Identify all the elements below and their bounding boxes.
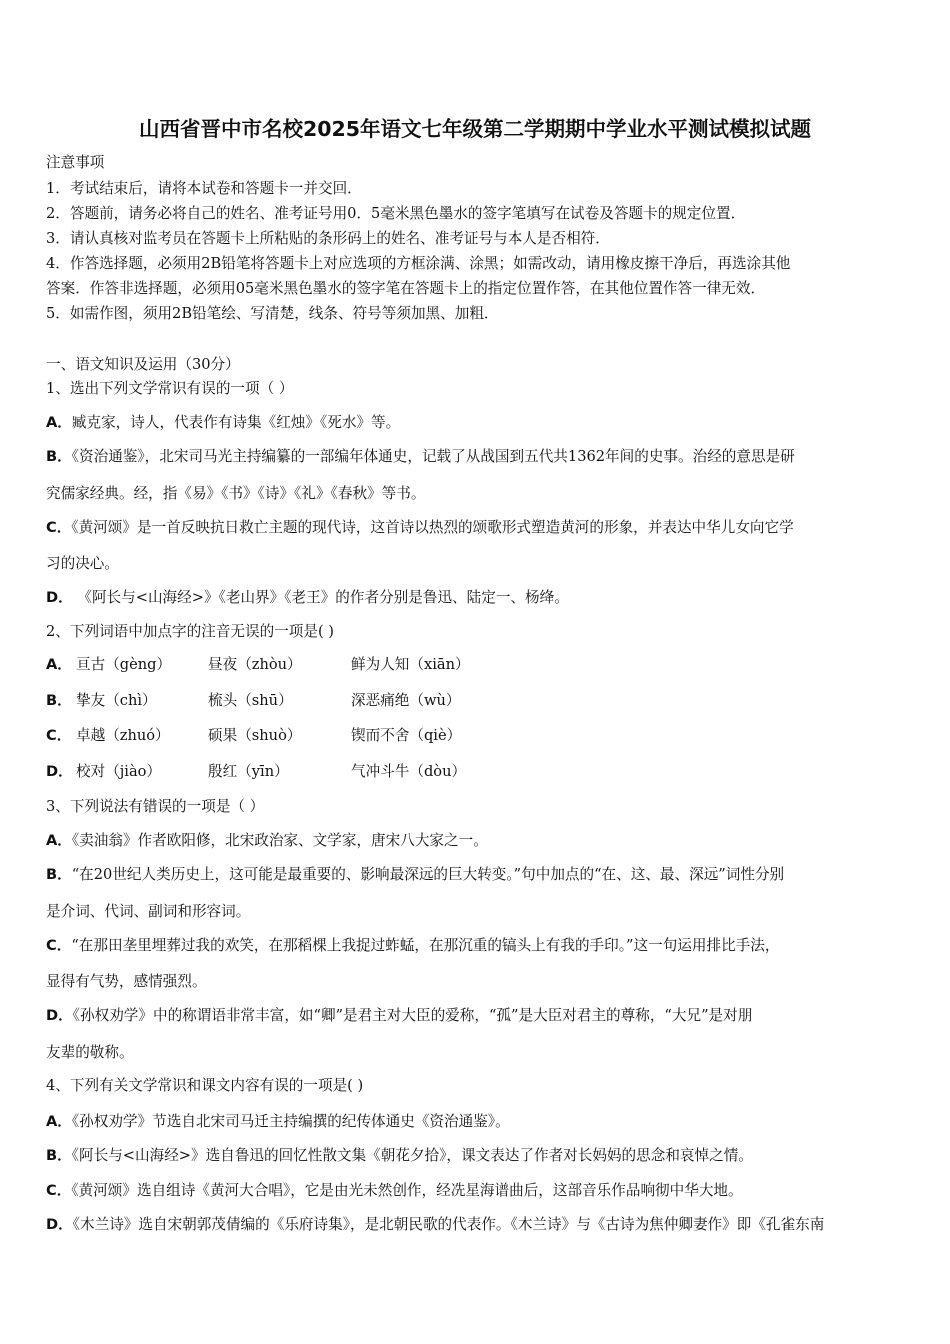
option-word: 硕果（shuò） [208, 727, 302, 744]
option-text: 《木兰诗》选自宋朝郭茂倩编的《乐府诗集》，是北朝民歌的代表作。《木兰诗》与《古诗为焦仲卿妻作》即《孔雀东南 [72, 1216, 825, 1233]
q2-option-row [46, 760, 906, 780]
section-heading: 一、语文知识及运用（30分） [46, 356, 240, 373]
q3-option-c-cont: 显得有气势，感情强烈。 [46, 973, 207, 990]
q3-option-b [46, 863, 784, 884]
q1-option-c [46, 516, 794, 537]
q3-option-d-cont: 友辈的敬称。 [46, 1044, 134, 1061]
option-word: 昼夜（zhòu） [208, 656, 302, 673]
option-word: 梳头（shū） [208, 692, 293, 709]
option-text: 《阿长与<山海经>》《老山界》《老王》的作者分别是鲁迅、陆定一、杨绛。 [72, 589, 569, 606]
option-label: C． [46, 1182, 72, 1199]
q3-option-a [46, 829, 488, 850]
q4-option-b [46, 1144, 753, 1165]
option-word: 卓越（zhuó） [76, 727, 170, 744]
question-2-stem: 2、下列词语中加点字的注音无误的一项是( ) [46, 623, 335, 640]
option-word: 殷红（yīn） [208, 763, 289, 780]
option-text: 《孙权劝学》中的称谓语非常丰富，如“卿”是君主对大臣的爱称，“孤”是大臣对君主的尊称，“大兄”是对朋 [72, 1007, 753, 1024]
option-text: 臧克家，诗人，代表作有诗集《红烛》《死水》等。 [71, 414, 401, 431]
notice-item: 答案．作答非选择题，必须用05毫米黑色墨水的签字笔在答题卡上的指定位置作答，在其他位置作答一律无效． [46, 280, 766, 297]
option-text: 《孙权劝学》节选自北宋司马迁主持编撰的纪传体通史《资治通鉴》。 [71, 1113, 510, 1130]
option-label: B． [46, 448, 72, 465]
option-label: B． [46, 1147, 72, 1164]
option-word: 锲而不舍（qiè） [351, 727, 462, 744]
option-label: A． [46, 1113, 72, 1130]
q4-option-a [46, 1110, 510, 1131]
notice-item: 5．如需作图，须用2B铅笔绘、写清楚，线条、符号等须加黑、加粗． [46, 305, 499, 322]
option-label: C． [46, 727, 72, 744]
option-text: “在那田垄里埋葬过我的欢笑，在那稻棵上我捉过蚱蜢，在那沉重的镐头上有我的手印。”这一句运用排比手法， [71, 937, 780, 954]
option-text: 《黄河颂》选自组诗《黄河大合唱》，它是由光未然创作，经冼星海谱曲后，这部音乐作品响彻中华大地。 [71, 1182, 743, 1199]
option-text: “在20世纪人类历史上，这可能是最重要的、影响最深远的巨大转变。”句中加点的“在、这、最、深远”词性分别 [71, 866, 785, 883]
option-word: 亘古（gèng） [76, 656, 172, 673]
option-label: C． [46, 519, 72, 536]
option-label: B． [46, 692, 72, 709]
option-label: C． [46, 937, 72, 954]
option-word: 挚友（chì） [76, 692, 157, 709]
page-title: 山西省晋中市名校2025年语文七年级第二学期期中学业水平测试模拟试题 [138, 117, 812, 141]
option-label: D． [46, 1216, 73, 1233]
q2-option-row [46, 689, 906, 709]
notice-item: 1．考试结束后，请将本试卷和答题卡一并交回． [46, 180, 362, 197]
option-text: 《黄河颂》是一首反映抗日救亡主题的现代诗，这首诗以热烈的颂歌形式塑造黄河的形象，并表达中华儿女向它学 [71, 519, 794, 536]
option-label: D． [46, 1007, 73, 1024]
option-label: A． [46, 414, 72, 431]
option-text: 《卖油翁》作者欧阳修，北宋政治家、文学家，唐宋八大家之一。 [71, 832, 488, 849]
option-label: D． [46, 763, 73, 780]
option-label: D． [46, 589, 73, 606]
question-1-stem: 1、选出下列文学常识有误的一项（ ） [46, 380, 294, 397]
option-word: 气冲斗牛（dòu） [351, 763, 467, 780]
q3-option-c [46, 934, 779, 955]
q3-option-d [46, 1004, 752, 1025]
notice-item: 3．请认真核对监考员在答题卡上所粘贴的条形码上的姓名、准考证号与本人是否相符． [46, 230, 610, 247]
notice-item: 4．作答选择题，必须用2B铅笔将答题卡上对应选项的方框涂满、涂黑；如需改动，请用橡皮擦干净后，再选涂其他 [46, 255, 791, 272]
q1-option-c-cont: 习的决心。 [46, 555, 119, 572]
question-4-stem: 4、下列有关文学常识和课文内容有误的一项是( ) [46, 1077, 364, 1094]
option-label: A． [46, 832, 72, 849]
option-label: A． [46, 656, 72, 673]
q1-option-a [46, 411, 400, 432]
q1-option-b [46, 445, 795, 466]
option-text: 《资治通鉴》，北宋司马光主持编纂的一部编年体通史，记载了从战国到五代共1362年间的史事。治经的意思是研 [71, 448, 795, 465]
q4-option-d [46, 1213, 824, 1234]
question-3-stem: 3、下列说法有错误的一项是（ ） [46, 798, 265, 815]
option-label: B． [46, 866, 72, 883]
q1-option-d [46, 586, 569, 607]
option-word: 深恶痛绝（wù） [351, 692, 461, 709]
option-word: 鲜为人知（xiān） [351, 656, 470, 673]
q4-option-c [46, 1179, 743, 1200]
q2-option-row [46, 653, 906, 673]
q3-option-b-cont: 是介词、代词、副词和形容词。 [46, 903, 251, 920]
notice-heading: 注意事项 [46, 154, 105, 171]
q2-option-row [46, 724, 906, 744]
option-word: 校对（jiào） [76, 763, 162, 780]
q1-option-b-cont: 究儒家经典。经，指《易》《书》《诗》《礼》《春秋》等书。 [46, 485, 426, 502]
option-text: 《阿长与<山海经>》选自鲁迅的回忆性散文集《朝花夕拾》，课文表达了作者对长妈妈的思念和哀悼之情。 [71, 1147, 753, 1164]
notice-item: 2．答题前，请务必将自己的姓名、准考证号用0．5毫米黑色墨水的签字笔填写在试卷及答题卡的规定位置． [46, 205, 746, 222]
